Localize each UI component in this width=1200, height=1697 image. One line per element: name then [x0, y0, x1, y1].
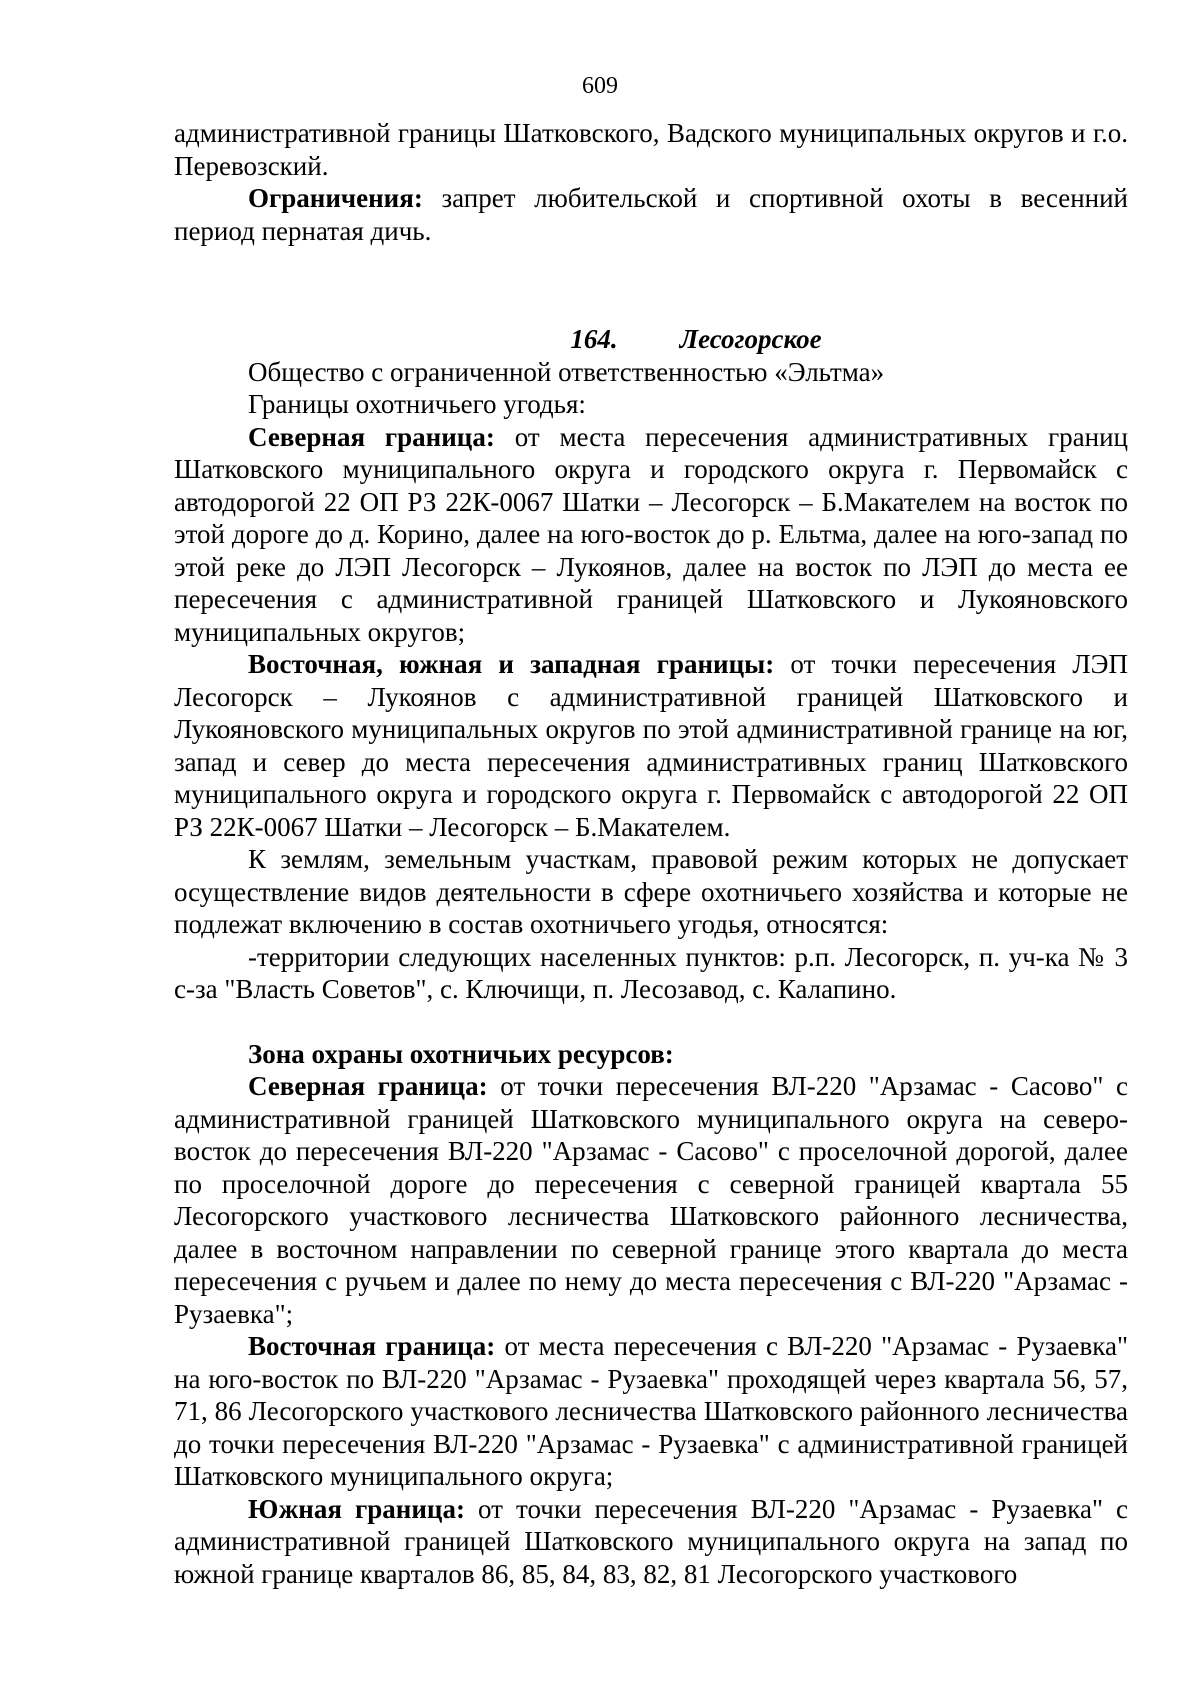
section-number: 164. [570, 324, 618, 354]
esw-boundary-text: от точки пересечения ЛЭП Лесогорск – Лукоянов с административной границей Шатковского и Лукояновского муниципальных округов по этой административной границе на юг, запад и север до места пересечения административных границ Шатковского муниципального округа и городского округа г. Первомайск с автодорогой 22 ОП РЗ 22К-0067 Шатки – Лесогорск – Б.Макателем. [174, 649, 1128, 842]
north-boundary-text: от места пересечения административных границ Шатковского муниципального округа и городского округа г. Первомайск с автодорогой 22 ОП РЗ 22К-0067 Шатки – Лесогорск – Б.Макателем на восток по этой дороге до д. Корино, далее на юго-восток до р. Ельтма, далее на юго-запад по этой реке до ЛЭП Лесогорск – Лукоянов, далее на восток по ЛЭП до места ее пересечения с административной границей Шатковского и Лукояновского муниципальных округов; [174, 421, 1128, 647]
restrictions-label: Ограничения: [248, 183, 423, 213]
owner-line: Общество с ограниченной ответственностью «Эльтма» [248, 356, 885, 387]
esw-boundary-paragraph [174, 648, 1128, 843]
restrictions-paragraph [174, 182, 1128, 247]
pz-north-paragraph [174, 1070, 1128, 1330]
boundaries-heading: Границы охотничьего угодья: [248, 389, 586, 419]
pz-east-text: от места пересечения с ВЛ-220 "Арзамас - Рузаевка" на юго-восток по ВЛ-220 "Арзамас - Рузаевка" проходящей через квартала 56, 57, 71, 86 Лесогорского участкового лесничества Шатковского районного лесничества до точки пересечения ВЛ-220 "Арзамас - Рузаевка" с административной границей Шатковского муниципального округа; [174, 1331, 1129, 1491]
pz-south-text: от точки пересечения ВЛ-220 "Арзамас - Рузаевка" с административной границей Шатковского муниципального округа на запад по южной границе кварталов 86, 85, 84, 83, 82, 81 Лесогорского участкового [174, 1493, 1128, 1589]
pz-east-paragraph [174, 1330, 1128, 1493]
lands-paragraph: К землям, земельным участкам, правовой режим которых не допускает осуществление видов деятельности в сфере охотничьего хозяйства и которые не подлежат включению в состав охотничьего угодья, относятся: [174, 844, 1128, 939]
esw-boundary-label: Восточная, южная и западная границы: [248, 649, 775, 679]
north-boundary-paragraph [174, 421, 1128, 649]
page-number: 609 [582, 73, 618, 99]
pz-north-label: Северная граница: [248, 1071, 488, 1101]
document-body [174, 117, 1128, 1590]
territories-paragraph: -территории следующих населенных пунктов: р.п. Лесогорск, п. уч-ка № 3 с-за "Власть Советов", с. Ключищи, п. Лесозавод, с. Калапино. [174, 941, 1128, 1004]
intro-continuation: административной границы Шатковского, Вадского муниципальных округов и г.о. Перевозский. [174, 118, 1128, 181]
restrictions-text: запрет любительской и спортивной охоты в весенний период пернатая дичь. [174, 183, 1128, 246]
pz-east-label: Восточная граница: [248, 1331, 496, 1361]
protection-zone-heading: Зона охраны охотничьих ресурсов: [248, 1038, 674, 1069]
north-boundary-label: Северная граница: [248, 421, 495, 452]
pz-north-text: от точки пересечения ВЛ-220 "Арзамас - Сасово" с административной границей Шатковского муниципального округа на северо-восток до пересечения ВЛ-220 "Арзамас - Сасово" с проселочной дорогой, далее по проселочной дороге до пересечения с северной границей квартала 55 Лесогорского участкового лесничества Шатковского районного лесничества, далее в восточном направлении по северной границе этого квартала до места пересечения с ручьем и далее по нему до места пересечения с ВЛ-220 "Арзамас - Рузаевка"; [174, 1071, 1128, 1329]
section-heading [174, 323, 1128, 356]
pz-south-paragraph [174, 1493, 1128, 1591]
section-name: Лесогорское [679, 324, 822, 354]
pz-south-label: Южная граница: [248, 1493, 465, 1524]
